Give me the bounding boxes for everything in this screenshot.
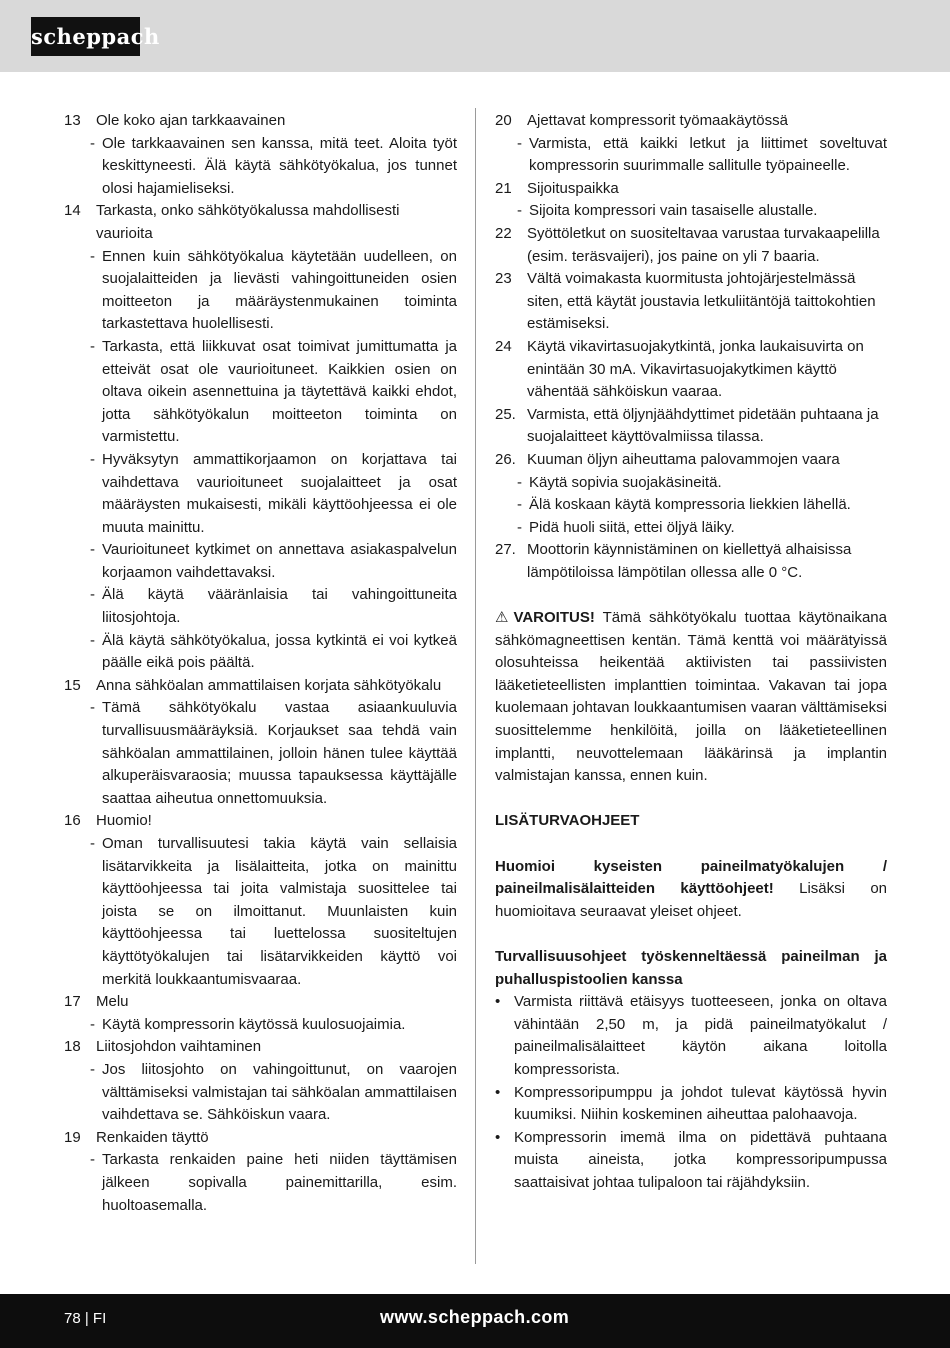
section-number: 21 <box>495 179 512 197</box>
section-number: 15 <box>64 676 81 694</box>
column-divider <box>475 108 476 1264</box>
section-25 <box>495 404 887 449</box>
section-15 <box>64 675 457 698</box>
section-13 <box>64 110 457 133</box>
section-title: Ajettavat kompressorit työmaakäytössä <box>527 112 788 129</box>
section-number: 13 <box>64 112 81 129</box>
section-number: 25. <box>495 405 516 423</box>
list-item: - Vaurioituneet kytkimet on annettava asiakaspalvelun korjaamon vaihdettavaksi. <box>90 541 457 581</box>
section-title: Melu <box>96 993 129 1011</box>
section-17 <box>64 991 457 1014</box>
warning-text: Tämä sähkötyökalu tuottaa käytönaikana sähkömagneettisen kentän. Tämä kenttä voi määrätyissä olosuhteissa heikentää aktiivisten tai passiivisten lääketieteellisten implanttien toimintaa. Vakavan tai jopa kuolemaan johtavan loukkaantumisen vaaran välttämiseksi suosittelemme henkilöitä, joilla on lääketieteellinen implantti, neuvottelemaan lääkärinsä ja implantin valmistajan kanssa, ennen kuin. <box>495 609 887 785</box>
extra-safety-heading: LISÄTURVAOHJEET <box>495 812 640 830</box>
section-14 <box>64 200 457 245</box>
list-item: - Jos liitosjohto on vahingoittunut, on vaarojen välttämiseksi valmistajan tai sähköalan ammattilaisen vaihdettava se. Sähköiskun vaara. <box>90 1060 457 1124</box>
section-number: 23 <box>495 270 512 288</box>
section-text: Syöttöletkut on suositeltavaa varustaa turvakaapelilla (esim. teräsvaijeri), jos paine on yli 7 baaria. <box>527 224 880 265</box>
list-item: - Älä käytä vääränlaisia tai vahingoittuneita liitosjohtoja. <box>90 586 457 627</box>
section-21 <box>495 178 887 201</box>
section-number: 22 <box>495 224 512 242</box>
list-item: - Ennen kuin sähkötyökalua käytetään uudelleen, on suojalaitteiden ja lievästi vahingoittuneiden osien moitteeton ja määräystenmukainen toiminta tarkastettava huolellisesti. <box>90 247 457 333</box>
warning-paragraph <box>495 607 887 788</box>
list-item: - Varmista, että kaikki letkut ja liittimet soveltuvat kompressorin suurimmalle sallitulle työpaineelle. <box>517 134 887 175</box>
section-number: 14 <box>64 202 81 220</box>
bullet-item: • Kompressoripumppu ja johdot tulevat käytössä hyvin kuumiksi. Niihin koskeminen aiheuttaa palohaavoja. <box>495 1083 887 1124</box>
section-number: 27. <box>495 541 516 559</box>
page-footer <box>0 1294 950 1348</box>
list-item: - Tämä sähkötyökalu vastaa asiaankuuluvia turvallisuusmääräyksiä. Korjaukset saa tehdä vain sähköalan ammattilainen, jolloin hänen tulee käyttää alkuperäisvaraosia; muussa tapauksessa käyttäjälle saattaa aiheutua onnettomuuksia. <box>90 699 457 807</box>
list-item: - Ole tarkkaavainen sen kanssa, mitä teet. Aloita työt keskittyneesti. Älä käytä sähkötyökalua, jos tunnet olosi hajamieliseksi. <box>90 134 457 197</box>
section-20 <box>495 110 887 133</box>
list-item: - Oman turvallisuutesi takia käytä vain sellaisia lisätarvikkeita ja lisälaitteita, jotka on mainittu käyttöohjeessa tai joita valmistaja suosittelee tai joista se on ilmoittanut. Muunlaisten kuin käyttöohjeessa tai luettelossa suositeltujen käyttötyökalujen tai lisätarvikkeiden käyttö voi merkitä loukkaantumisvaaraa. <box>90 835 457 988</box>
section-number: 16 <box>64 812 81 830</box>
bullet-item: • Varmista riittävä etäisyys tuotteeseen, jonka on oltava vähintään 2,50 m, ja pidä paineilmatyökalut / paineilmalisälaitteet käytön aikana loitolla kompressorista. <box>495 993 887 1078</box>
section-26 <box>495 449 887 472</box>
note-bold: Huomioi kyseisten paineilmatyökalujen / paineilmalisälaitteiden käyttöohjeet! <box>495 857 887 898</box>
bullet-item: • Kompressorin imemä ilma on pidettävä puhtaana muista aineista, jotka kompressoripumpussa saattaisivat johtaa tulipaloon tai räjähdyksiin. <box>495 1128 887 1191</box>
list-item: - Tarkasta, että liikkuvat osat toimivat jumittumatta ja etteivät osat ole vaurioituneet. Kaikkien osien on oltava oikein asennettuina ja täytettävä kaikki ehdot, jotta sähkötyökalun moitteeton toiminta on varmistettu. <box>90 337 457 446</box>
section-text: Varmista, että öljynjäähdyttimet pidetään puhtaana ja suojalaitteet käyttövalmiissa tilassa. <box>527 405 879 446</box>
scheppach-logo: scheppach <box>31 17 140 56</box>
section-number: 20 <box>495 112 512 129</box>
section-title: Sijoituspaikka <box>527 179 619 197</box>
section-text: Moottorin käynnistäminen on kiellettyä alhaisissa lämpötiloissa lämpötilan ollessa alle 0 °C. <box>527 541 852 581</box>
section-24 <box>495 336 887 404</box>
section-text: Vältä voimakasta kuormitusta johtojärjestelmässä siten, että käytät joustavia letkuliitäntöjä taittokohtien estämiseksi. <box>527 270 876 333</box>
list-item: - Älä koskaan käytä kompressoria liekkien lähellä. <box>517 496 851 514</box>
section-number: 18 <box>64 1038 81 1056</box>
page-header <box>0 0 950 72</box>
list-item: - Hyväksytyn ammattikorjaamon on korjattava tai vaihdettava vaurioituneet suojalaitteet ja osat määräysten mukaisesti, mikäli käyttöohjeessa ei ole muuta mainittu. <box>90 450 457 536</box>
list-item: - Tarkasta renkaiden paine heti niiden täyttämisen jälkeen sopivalla painemittarilla, esim. huoltoasemalla. <box>90 1151 457 1214</box>
website-link[interactable]: www.scheppach.com <box>380 1307 570 1327</box>
section-title: Anna sähköalan ammattilaisen korjata sähkötyökalu <box>96 676 442 694</box>
safety-instructions-heading: Turvallisuusohjeet työskenneltäessä paineilman ja puhalluspistoolien kanssa <box>495 947 887 988</box>
warning-label: VAROITUS! <box>513 609 595 627</box>
section-title: Huomio! <box>96 812 152 830</box>
list-item: - Pidä huoli siitä, ettei öljyä läiky. <box>517 518 735 536</box>
section-title: Renkaiden täyttö <box>96 1128 209 1146</box>
section-number: 17 <box>64 993 81 1011</box>
list-item: - Sijoita kompressori vain tasaiselle alustalle. <box>517 202 818 220</box>
list-item: - Älä käytä sähkötyökalua, jossa kytkintä ei voi kytkeä päälle eikä pois päältä. <box>90 631 457 672</box>
section-23 <box>495 268 887 336</box>
section-number: 19 <box>64 1128 81 1146</box>
list-item: - Käytä sopivia suojakäsineitä. <box>517 473 722 491</box>
section-title: Liitosjohdon vaihtaminen <box>96 1038 262 1056</box>
section-18 <box>64 1036 457 1059</box>
section-19 <box>64 1127 457 1150</box>
section-title: Ole koko ajan tarkkaavainen <box>96 112 286 129</box>
section-title: Kuuman öljyn aiheuttama palovammojen vaara <box>527 450 840 468</box>
list-item: - Käytä kompressorin käytössä kuulosuojaimia. <box>90 1015 406 1033</box>
section-22 <box>495 223 887 268</box>
section-27 <box>495 539 887 584</box>
section-text: Käytä vikavirtasuojakytkintä, jonka laukaisuvirta on enintään 30 mA. Vikavirtasuojakytkimen käyttö vähentää sähköiskun vaaraa. <box>527 337 864 401</box>
section-number: 26. <box>495 450 516 468</box>
section-16 <box>64 810 457 833</box>
section-number: 24 <box>495 337 512 355</box>
right-column <box>495 110 887 1195</box>
note-paragraph <box>495 856 887 924</box>
left-column <box>64 110 457 1217</box>
warning-triangle-icon: ⚠ <box>495 609 509 627</box>
note-text: Lisäksi on huomioitava seuraavat yleiset ohjeet. <box>495 880 888 920</box>
page-number: 78 | FI <box>64 1310 107 1327</box>
section-title: Tarkasta, onko sähkötyökalussa mahdollisesti vaurioita <box>96 202 400 242</box>
